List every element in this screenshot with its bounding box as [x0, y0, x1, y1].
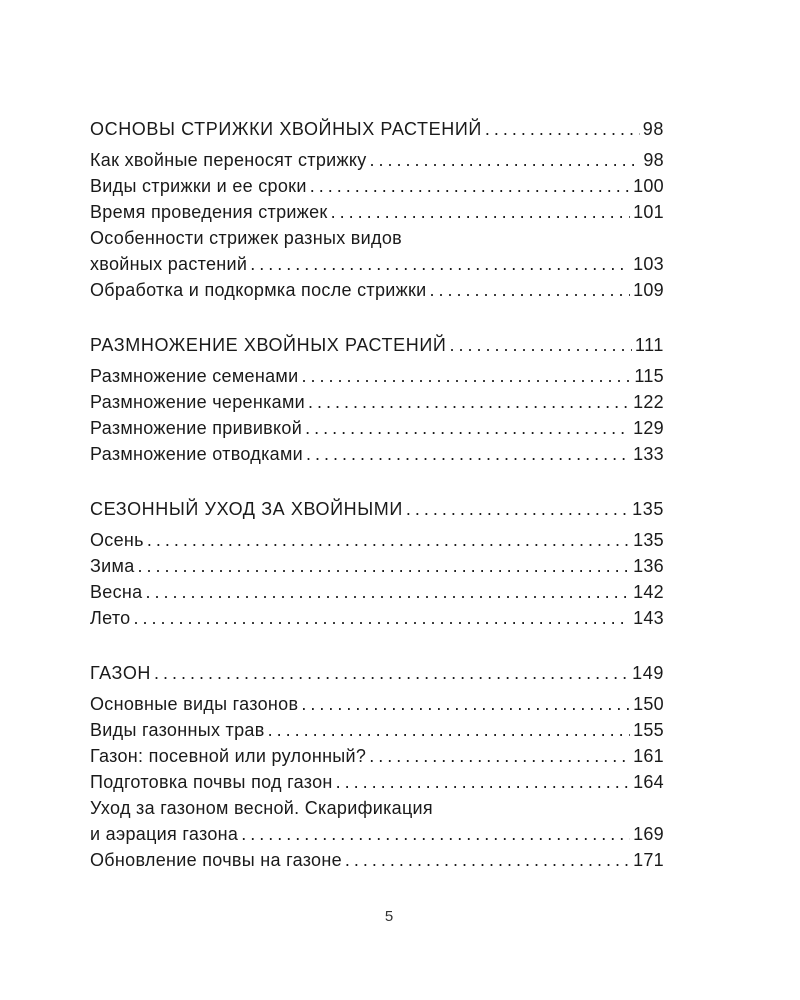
toc-entry — [90, 743, 664, 769]
dot-leader — [369, 743, 630, 769]
toc-entry — [90, 847, 664, 873]
toc-entry-page: 161 — [633, 746, 664, 766]
dot-leader — [306, 441, 630, 467]
dot-leader — [241, 821, 630, 847]
toc-entry-page: 169 — [633, 824, 664, 844]
toc-entry — [90, 277, 664, 303]
toc-entry-title: Основные виды газонов — [90, 694, 299, 714]
toc-entry-title: Зима — [90, 556, 135, 576]
toc-entry-title: Размножение семенами — [90, 366, 299, 386]
toc-entry-page: 135 — [633, 530, 664, 550]
dot-leader — [301, 363, 631, 389]
toc-entry — [90, 717, 664, 743]
toc-entry — [90, 173, 664, 199]
dot-leader — [133, 605, 630, 631]
toc-entry-page: 115 — [634, 366, 664, 386]
toc-entry-title-line1: Особенности стрижек разных видов — [90, 228, 403, 248]
toc-section — [90, 116, 664, 303]
toc-entry-title: Размножение прививкой — [90, 418, 303, 438]
toc-entry-page: 109 — [633, 280, 664, 300]
toc-entry-page: 129 — [633, 418, 664, 438]
toc-entry-page: 150 — [633, 694, 664, 714]
toc-entry — [90, 363, 664, 389]
section-heading — [90, 496, 664, 522]
dot-leader — [406, 496, 629, 522]
dot-leader — [308, 389, 630, 415]
toc-entry-title: Время проведения стрижек — [90, 202, 328, 222]
toc-entry-title: Виды газонных трав — [90, 720, 265, 740]
dot-leader — [301, 691, 630, 717]
dot-leader — [310, 173, 630, 199]
dot-leader — [154, 660, 629, 686]
section-heading-page: 98 — [642, 119, 664, 139]
dot-leader — [336, 769, 630, 795]
toc-entry-title: Обновление почвы на газоне — [90, 850, 342, 870]
toc-entry — [90, 199, 664, 225]
section-heading-page: 135 — [632, 499, 664, 519]
toc-entry — [90, 251, 664, 277]
toc-entry-page: 100 — [633, 176, 664, 196]
toc-entry-title: Весна — [90, 582, 143, 602]
section-heading-page: 149 — [632, 663, 664, 683]
toc-entry-page: 133 — [633, 444, 664, 464]
dot-leader — [485, 116, 640, 142]
toc-entry — [90, 147, 664, 173]
toc-entry — [90, 579, 664, 605]
toc-entry-title: Размножение отводками — [90, 444, 304, 464]
toc-entry-title: хвойных растений — [90, 254, 248, 274]
toc-entry-title-line1: Уход за газоном весной. Скарификация — [90, 798, 433, 818]
section-heading-title: ОСНОВЫ СТРИЖКИ ХВОЙНЫХ РАСТЕНИЙ — [90, 119, 482, 139]
toc-section — [90, 660, 664, 873]
toc-entry-title: Осень — [90, 530, 144, 550]
toc-entry-title: Как хвойные переносят стрижку — [90, 150, 367, 170]
toc-entry — [90, 821, 664, 847]
toc-entry-page: 122 — [633, 392, 664, 412]
toc-entry-title: и аэрация газона — [90, 824, 239, 844]
dot-leader — [305, 415, 630, 441]
dot-leader — [250, 251, 630, 277]
dot-leader — [268, 717, 630, 743]
toc-entry-title: Размножение черенками — [90, 392, 306, 412]
toc-entry-page: 155 — [633, 720, 664, 740]
toc-entry-title: Виды стрижки и ее сроки — [90, 176, 307, 196]
table-of-contents — [90, 116, 664, 902]
section-heading — [90, 332, 664, 358]
toc-entry-page: 103 — [633, 254, 664, 274]
dot-leader — [145, 579, 630, 605]
dot-leader — [345, 847, 630, 873]
toc-entry — [90, 605, 664, 631]
toc-entry — [90, 441, 664, 467]
page-number: 5 — [384, 908, 394, 925]
toc-entry-title: Обработка и подкормка после стрижки — [90, 280, 427, 300]
toc-entry — [90, 553, 664, 579]
toc-entry-page: 164 — [633, 772, 664, 792]
toc-entry — [90, 527, 664, 553]
toc-entry-page: 171 — [633, 850, 664, 870]
toc-entry-title: Лето — [90, 608, 131, 628]
toc-entry — [90, 769, 664, 795]
toc-entry-page: 143 — [633, 608, 664, 628]
toc-entry — [90, 691, 664, 717]
dot-leader — [449, 332, 631, 358]
dot-leader — [430, 277, 631, 303]
toc-entry — [90, 415, 664, 441]
dot-leader — [138, 553, 631, 579]
toc-entry-page: 142 — [633, 582, 664, 602]
toc-entry-title: Подготовка почвы под газон — [90, 772, 333, 792]
toc-section — [90, 332, 664, 467]
toc-section — [90, 496, 664, 631]
section-heading-title: СЕЗОННЫЙ УХОД ЗА ХВОЙНЫМИ — [90, 499, 403, 519]
dot-leader — [331, 199, 630, 225]
dot-leader — [147, 527, 630, 553]
section-heading-title: ГАЗОН — [90, 663, 152, 683]
toc-entry — [90, 389, 664, 415]
toc-entry-page: 101 — [633, 202, 664, 222]
toc-entry-title: Газон: посевной или рулонный? — [90, 746, 367, 766]
toc-entry-page: 136 — [633, 556, 664, 576]
dot-leader — [370, 147, 641, 173]
section-heading-page: 111 — [634, 335, 664, 355]
toc-entry-page: 98 — [643, 150, 664, 170]
section-heading — [90, 660, 664, 686]
section-heading-title: РАЗМНОЖЕНИЕ ХВОЙНЫХ РАСТЕНИЙ — [90, 335, 447, 355]
section-heading — [90, 116, 664, 142]
